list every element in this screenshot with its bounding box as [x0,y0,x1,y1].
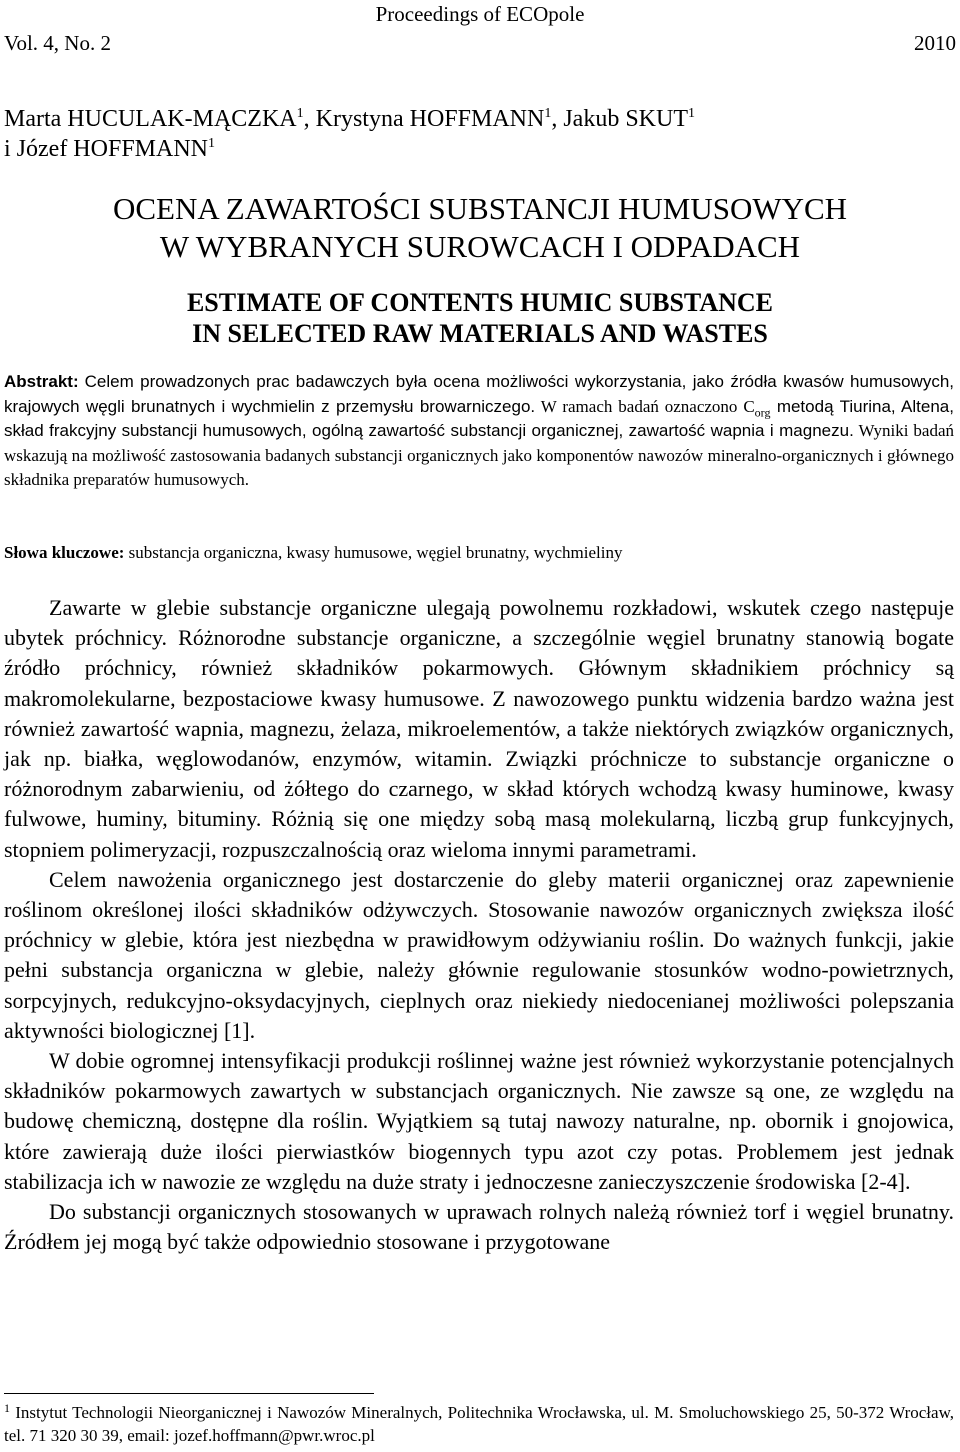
abstract [4,370,954,493]
footnote-mark: 1 [4,1401,10,1415]
title-line: ESTIMATE OF CONTENTS HUMIC SUBSTANCE [186,288,774,317]
affiliation-mark: 1 [688,106,695,121]
keywords-label: Słowa kluczowe: [4,543,125,562]
footnote-divider [4,1393,374,1394]
abstract-text: Wyniki badań wskazują na możliwość zastosowania badanych substancji organicznych jako komponentów nawozów mineralno-organicznych i głównego składnika preparatów humusowych. [4,421,954,489]
paragraph: Celem nawożenia organicznego jest dostarczenie do gleby materii organicznej oraz zapewnienie roślinom określonej ilości składników odżywczych. Stosowanie nawozów organicznych zwiększa ilość próchnicy w glebie, która jest niezbędna w prawidłowym odżywianiu roślin. Do ważnych funkcji, jakie pełni substancja organiczna w glebie, należy głównie regulowanie stosunków wodno-powietrznych, sorpcyjnych, redukcyjno-oksydacyjnych, cieplnych oraz niekiedy niedocenianej możliwości polepszania aktywności biologicznej [1]. [4,866,954,1043]
footnote-text: Instytut Technologii Nieorganicznej i Nawozów Mineralnych, Politechnika Wrocławska, ul. M. Smoluchowskiego 25, 50-372 Wrocław, tel. 71 320 30 39, email: jozef.hoffmann@pwr.wroc.pl [4,1403,954,1445]
author-name: i Józef HOFFMANN [4,136,208,162]
title-line: IN SELECTED RAW MATERIALS AND WASTES [192,319,768,348]
paper-title-polish [0,190,960,266]
abstract-subscript: org [754,404,771,419]
abstract-text: W ramach badań oznaczono C [535,396,755,416]
author-name: , Jakub SKUT [551,106,688,132]
affiliation-mark: 1 [544,106,552,121]
affiliation-mark: 1 [296,106,304,121]
year: 2010 [914,31,956,55]
abstract-label: Abstrakt: [4,372,79,391]
volume-issue: Vol. 4, No. 2 [4,31,111,55]
paragraph: Zawarte w glebie substancje organiczne ulegają powolnemu rozkładowi, wskutek czego następuje ubytek próchnicy. Różnorodne substancje organiczne, a szczególnie węgiel brunatny stanowią bogate źródło próchnicy, również składników pokarmowych. Głównym składnikiem próchnicy są makromolekularne, bezpostaciowe kwasy humusowe. Z nawozowego punktu widzenia bardzo ważna jest również zawartość wapnia, magnezu, żelaza, mikroelementów, a także niektórych związków organicznych, jak np. białka, węglowodanów, enzymów, witamin. Związki próchnicze to substancje organiczne o różnorodnym zabarwieniu, od żółtego do czarnego, w skład których wchodzą kwasy huminowe, kwasy fulwowe, huminy, bituminy. Różnią się one między sobą masą molekularną, liczbą grup funkcyjnych, stopniem polimeryzacji, rozpuszczalnością oraz wieloma innymi parametrami. [4,595,954,862]
affiliation-mark: 1 [208,136,215,151]
abstract-text: metodą Tiurina, Altena, skład frakcyjny substancji humusowych, ogólną zawartość substancji organicznej, zawartość wapnia i magnezu. [4,396,954,440]
abstract-text: Celem prowadzonych prac badawczych była ocena możliwości wykorzystania, jako źródła kwasów humusowych, krajowych węgli brunatnych i wychmielin z przemysłu browarniczego. [4,372,954,416]
paragraph: W dobie ogromnej intensyfikacji produkcji roślinnej ważne jest również wykorzystanie potencjalnych składników pokarmowych zawartych w substancjach organicznych. Nie zawsze są one, ze względu na budowę chemiczną, dostępne dla roślin. Wyjątkiem są tutaj nawozy naturalne, np. obornik i gnojowica, które zawierają duże ilości pierwiastków biogennych typu azot czy potas. Problemem jest jednak stabilizacja ich w nawozie ze względu na duże straty i jednoczesne zanieczyszczenie środowiska [2-4]. [4,1048,954,1194]
footnote [4,1401,954,1447]
author-list [4,104,954,164]
paragraph: Do substancji organicznych stosowanych w uprawach rolnych należą również torf i węgiel brunatny. Źródłem jej mogą być także odpowiednio stosowane i przygotowane [4,1199,954,1255]
paper-title-english [0,287,960,349]
author-name: Marta HUCULAK-MĄCZKA [4,106,297,132]
keywords-text: substancja organiczna, kwasy humusowe, węgiel brunatny, wychmieliny [124,543,623,562]
keywords [4,541,954,565]
journal-name: Proceedings of ECOpole [375,2,585,26]
author-name: , Krystyna HOFFMANN [303,106,545,132]
body-text [4,593,954,1257]
title-line: OCENA ZAWARTOŚCI SUBSTANCJI HUMUSOWYCH [112,191,848,226]
title-line: W WYBRANYCH SUROWCACH I ODPADACH [159,229,801,264]
